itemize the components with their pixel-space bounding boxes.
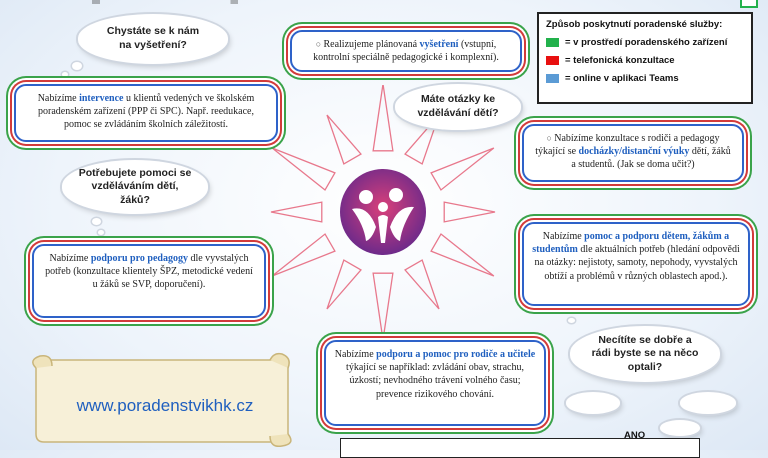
box-highlight: pomoc a podporu dětem, žákům a studentům (532, 231, 730, 256)
question-cloud-help (62, 160, 208, 214)
box-text: Realizujeme plánovaná (323, 39, 420, 50)
box-highlight: docházky/distanční výuky (578, 146, 690, 158)
sun-ray (327, 115, 361, 164)
sun-ray (327, 260, 361, 309)
legend-item-phone (546, 55, 744, 66)
info-box-attendance (522, 124, 744, 182)
corner-green-marker (740, 0, 758, 8)
top-text-strip (0, 0, 768, 4)
cloud-puff (98, 230, 104, 235)
decorative-cloud (660, 420, 700, 436)
cloud-text: Máte otázky ke vzdělávání dětí? (417, 93, 499, 119)
bullet-icon: ○ (546, 133, 555, 143)
box-text: u klientů vedených ve školském poradenském zařízení (PPP či SPC). Např. reedukace, pomoc se zvládáním školních záležitostí. (38, 93, 255, 131)
box-text: dle aktuálních potřeb (hledání odpovědi na otázky: nejistoty, samoty, nepohody, vyvstalých obtíží a problémů v různých oblastech apod.). (534, 244, 740, 282)
sun-ray (444, 202, 495, 222)
box-highlight: podporu pro pedagogy (90, 253, 188, 264)
sun-ray (431, 148, 494, 190)
info-box-intervention (14, 84, 278, 142)
cloud-puff (62, 72, 68, 77)
bullet-icon: ○ (315, 39, 324, 49)
sun-ray (272, 148, 335, 190)
box-text: dle vyvstalých potřeb (konzultace klientely ŠPZ, metodické vedení u žáků se SVP, doporučení). (45, 253, 253, 291)
box-highlight: intervence (79, 93, 124, 104)
box-text: Nabízíme (334, 349, 377, 360)
red-swatch (546, 56, 559, 65)
box-text: dětí, žáků a studentů. (Jak se doma učit?) (571, 146, 731, 171)
legend-item-onsite (546, 37, 744, 48)
cloud-text: Chystáte se k nám na vyšetření? (106, 25, 200, 51)
box-highlight: vyšetření (419, 39, 459, 50)
cloud-puff (568, 318, 575, 323)
info-box-exam (290, 30, 522, 72)
box-text: Nabízíme (542, 231, 585, 242)
answer-label: ANO (624, 430, 646, 441)
sun-ray (373, 85, 393, 151)
box-text: Nabízíme (49, 253, 91, 264)
box-text: (vstupní, kontrolní speciálně pedagogické i komplexní). (313, 39, 499, 64)
sun-ray (405, 260, 439, 309)
box-highlight: podporu a pomoc pro rodiče a učitele (376, 349, 536, 360)
blue-swatch (546, 74, 559, 83)
question-cloud-exam (78, 14, 228, 64)
legend-label: = telefonická konzultace (565, 55, 675, 66)
decorative-cloud (680, 392, 736, 414)
legend-item-online (546, 73, 744, 84)
legend-label: = v prostředí poradenského zařízení (565, 37, 728, 48)
box-text: týkající se například: zvládání obav, strachu, úzkostí; nevhodného trávení volného času; prevence rizikového chování. (346, 362, 524, 400)
green-swatch (546, 38, 559, 47)
question-cloud-education (395, 84, 521, 130)
info-box-teachers (32, 244, 266, 318)
legend-label: = online v aplikaci Teams (565, 73, 679, 84)
cloud-puff (92, 218, 101, 225)
box-text: Nabízíme konzultace s rodiči a pedagogy týkající se (535, 133, 720, 158)
info-box-parents (324, 340, 546, 426)
question-cloud-wellbeing (570, 326, 720, 382)
box-text: Nabízíme (37, 93, 80, 104)
decorative-cloud (566, 392, 620, 414)
website-link[interactable]: www.poradenstvikhk.cz (76, 396, 254, 415)
legend-box (537, 12, 753, 104)
cloud-puff (72, 62, 82, 70)
cloud-text: Necítíte se dobře a rádi byste se na něco optali? (591, 333, 699, 373)
sun-ray (272, 234, 335, 276)
sun-ray (373, 273, 393, 340)
info-box-children (522, 222, 750, 306)
center-logo (338, 167, 428, 257)
sun-ray (271, 202, 322, 222)
sun-ray (431, 234, 494, 276)
legend-title: Způsob poskytnutí poradenské služby: (546, 19, 723, 30)
cloud-text: Potřebujete pomoci se vzděláváním dětí, žáků? (78, 166, 192, 206)
answer-box (340, 438, 700, 458)
